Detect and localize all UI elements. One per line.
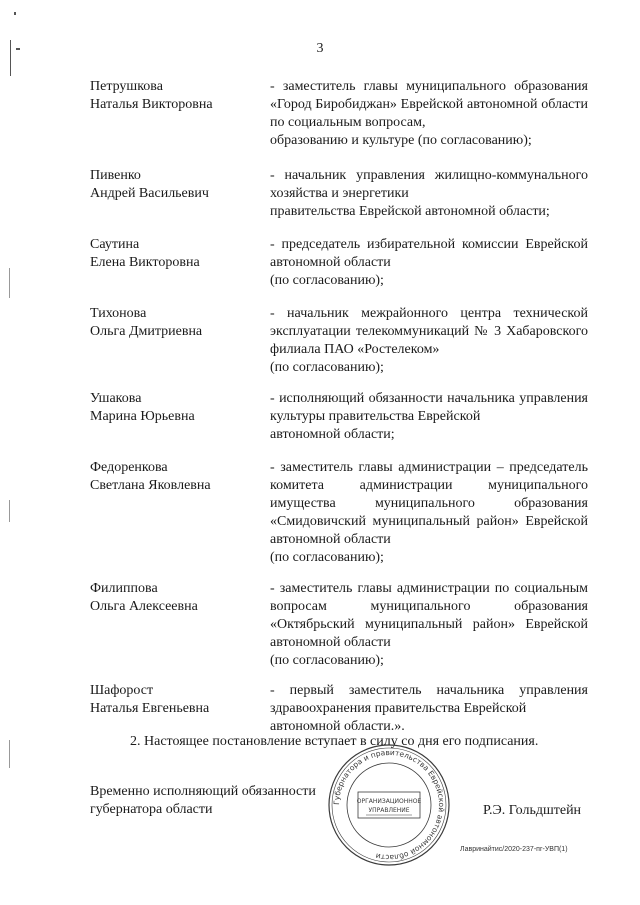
scan-mark <box>14 12 16 15</box>
seal-center-line2: УПРАВЛЕНИЕ <box>368 807 410 814</box>
member-role-text-end: (по согласованию); <box>270 360 384 375</box>
member-surname: Пивенко <box>90 168 141 183</box>
seal-icon <box>326 742 452 868</box>
member-role-text-end: (по согласованию); <box>270 550 384 565</box>
member-role <box>270 305 588 377</box>
signatory-position-line1: Временно исполняющий обязанности <box>90 784 316 799</box>
seal-ring-text: Губернатора и правительства Еврейской автономной области <box>331 747 447 863</box>
member-surname: Петрушкова <box>90 79 163 94</box>
member-role <box>270 580 588 670</box>
member-name <box>90 580 260 616</box>
member-given-names: Ольга Алексеевна <box>90 599 198 614</box>
member-role-text-end: образованию и культуре (по согласованию); <box>270 133 532 148</box>
member-role-text: - председатель избирательной комиссии Еврейской автономной области <box>270 237 588 270</box>
member-given-names: Андрей Васильевич <box>90 186 209 201</box>
member-name <box>90 305 260 341</box>
member-name <box>90 390 260 426</box>
member-role-text: - заместитель главы администрации – председатель комитета администрации муниципального имущества муниципального образования «Смидовичский муниципальный район» Еврейской автономной области <box>270 460 588 547</box>
member-role <box>270 682 588 736</box>
member-role-text-end: правительства Еврейской автономной области; <box>270 204 550 219</box>
member-name <box>90 682 260 718</box>
member-given-names: Марина Юрьевна <box>90 409 195 424</box>
member-name <box>90 167 260 203</box>
member-role-text: - исполняющий обязанности начальника управления культуры правительства Еврейской <box>270 391 588 424</box>
document-code: Лавринайтис/2020-237-пг-УВП(1) <box>460 846 568 853</box>
scan-mark <box>16 48 20 50</box>
member-role <box>270 167 588 221</box>
member-given-names: Елена Викторовна <box>90 255 200 270</box>
seal-center-line1: ОРГАНИЗАЦИОННОЕ <box>356 798 422 805</box>
official-seal <box>326 742 452 868</box>
member-surname: Ушакова <box>90 391 142 406</box>
member-role-text: - начальник управления жилищно-коммунального хозяйства и энергетики <box>270 168 588 201</box>
member-role <box>270 459 588 567</box>
scan-mark <box>10 40 11 76</box>
member-surname: Шафорост <box>90 683 154 698</box>
member-given-names: Наталья Викторовна <box>90 97 213 112</box>
signatory-position-line2: губернатора области <box>90 802 213 817</box>
member-surname: Филиппова <box>90 581 158 596</box>
member-role-text-end: автономной области; <box>270 427 395 442</box>
member-role-text-end: (по согласованию); <box>270 273 384 288</box>
member-role <box>270 390 588 444</box>
member-role-text: - первый заместитель начальника управления здравоохранения правительства Еврейской <box>270 683 588 716</box>
member-given-names: Ольга Дмитриевна <box>90 324 203 339</box>
member-given-names: Светлана Яковлевна <box>90 478 211 493</box>
scan-mark <box>9 740 10 768</box>
member-role <box>270 78 588 150</box>
member-surname: Тихонова <box>90 306 147 321</box>
member-role-text-end: (по согласованию); <box>270 653 384 668</box>
member-given-names: Наталья Евгеньевна <box>90 701 210 716</box>
scan-mark <box>9 500 10 522</box>
member-role-text-end: автономной области.». <box>270 719 405 734</box>
member-role <box>270 236 588 290</box>
signatory-position <box>90 783 316 819</box>
member-surname: Саутина <box>90 237 140 252</box>
member-name <box>90 459 260 495</box>
member-surname: Федоренкова <box>90 460 168 475</box>
member-role-text: - начальник межрайонного центра технической эксплуатации телекоммуникаций № 3 Хабаровского филиала ПАО «Ростелеком» <box>270 306 588 357</box>
paragraph-2: 2. Настоящее постановление вступает в силу со дня его подписания. <box>130 734 539 749</box>
signatory-name: Р.Э. Гольдштейн <box>483 803 582 818</box>
scan-mark <box>9 268 10 298</box>
member-role-text: - заместитель главы администрации по социальным вопросам муниципального образования «Октябрьский муниципальный район» Еврейской автономной области <box>270 581 588 650</box>
member-name <box>90 236 260 272</box>
member-name <box>90 78 260 114</box>
member-role-text: - заместитель главы муниципального образования «Город Биробиджан» Еврейской автономной области по социальным вопросам, <box>270 79 588 130</box>
page-number: 3 <box>316 41 324 56</box>
